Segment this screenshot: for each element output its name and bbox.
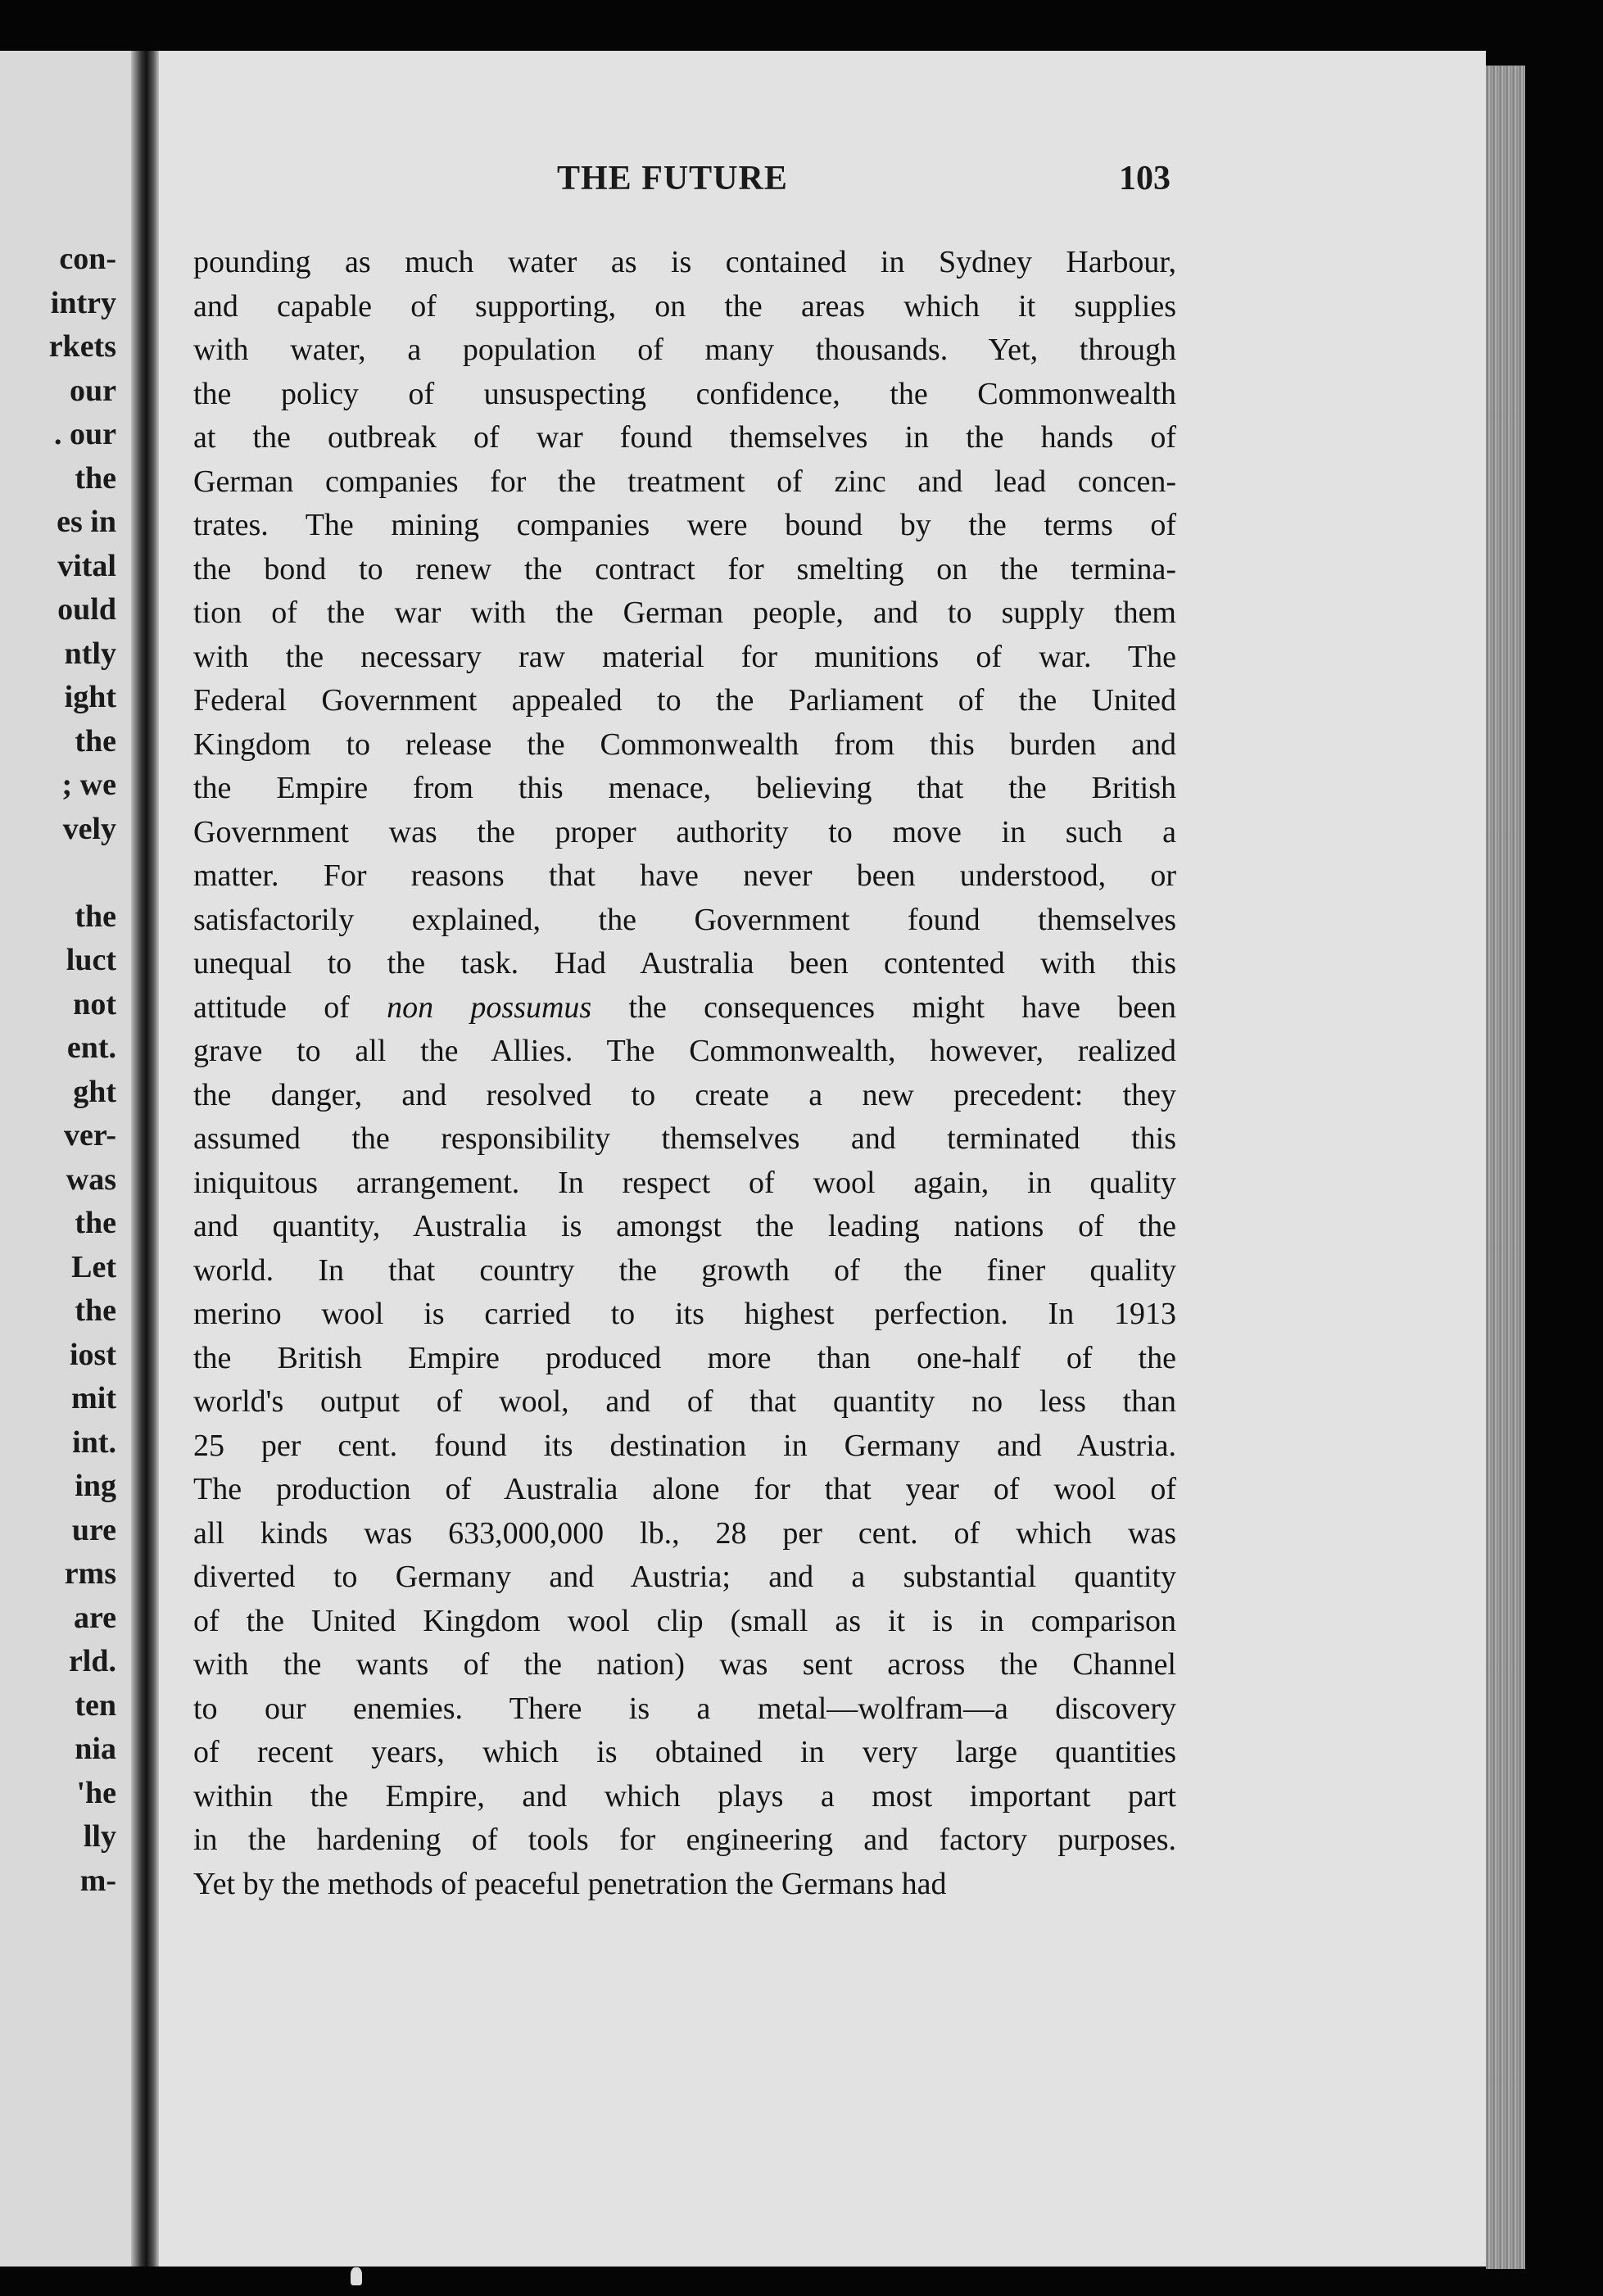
facing-page-fragment: ; we [61,768,116,802]
facing-page-fragment: ver- [64,1118,116,1153]
text-line: and capable of supporting, on the areas which it supplies [193,288,1176,324]
text-line: satisfactorily explained, the Government found themselves [193,902,1176,937]
facing-page-fragment: nia [75,1732,116,1766]
text-line: grave to all the Allies. The Commonwealth, however, realized [193,1034,1176,1068]
text-line: German companies for the treatment of zinc and lead concen- [193,464,1176,499]
facing-page-fragment: our [70,373,116,408]
facing-page-text-fragments [49,238,116,1903]
text-line: Government was the proper authority to move in such a [193,814,1176,849]
facing-page-fragment: int. [72,1424,116,1460]
facing-page-fragment: rkets [48,329,116,364]
facing-page-fragment: 'he [76,1775,116,1810]
facing-page-fragment: the [75,1206,116,1240]
scan-mark [351,2267,362,2285]
text-line: Federal Government appealed to the Parliament of the United [193,683,1176,718]
text-line: iniquitous arrangement. In respect of wool again, in quality [193,1165,1176,1200]
text-line: within the Empire, and which plays a most important part [193,1778,1176,1814]
text-line: merino wool is carried to its highest perfection. In 1913 [193,1297,1176,1331]
page-number: 103 [1119,160,1171,197]
facing-page-fragment: ure [71,1512,116,1547]
body-text [193,241,1176,1906]
facing-page-fragment: vely [62,811,116,846]
facing-page-fragment: con- [59,242,116,276]
text-line: of the United Kingdom wool clip (small as it is in comparison [193,1603,1176,1638]
text-line: with the wants of the nation) was sent across the Channel [193,1647,1176,1682]
text-line: to our enemies. There is a metal—wolfram—a discovery [193,1691,1176,1726]
facing-page-fragment: Let [71,1249,116,1284]
text-line: diverted to Germany and Austria; and a substantial quantity [193,1560,1176,1594]
facing-page-fragment: lly [83,1819,116,1854]
facing-page-fragment [49,851,116,895]
facing-page-fragment: ntly [64,636,116,671]
facing-page-fragment: ight [64,680,116,714]
text-line: world's output of wool, and of that quantity no less than [193,1384,1176,1419]
running-head [159,159,1486,208]
running-title: THE FUTURE [557,160,788,197]
facing-page-fragment: intry [50,285,116,320]
text-line: with the necessary raw material for munitions of war. The [193,639,1176,674]
text-line: of recent years, which is obtained in very large quantities [193,1735,1176,1769]
facing-page-fragment: the [75,460,116,496]
text-line: pounding as much water as is contained in Sydney Harbour, [193,245,1176,279]
facing-page-fragment: rld. [68,1644,116,1678]
text-line: the danger, and resolved to create a new precedent: they [193,1077,1176,1112]
facing-page-fragment: the [75,1293,116,1328]
facing-page-fragment: not [73,986,116,1021]
text-line: the British Empire produced more than one-half of the [193,1340,1176,1375]
text-line: and quantity, Australia is amongst the leading nations of the [193,1209,1176,1243]
facing-page-fragment: the [75,723,116,759]
facing-page-fragment: . our [54,417,116,451]
text-line: the policy of unsuspecting confidence, the Commonwealth [193,376,1176,411]
facing-page-fragment: luct [66,943,116,977]
text-line: tion of the war with the German people, and to supply them [193,596,1176,630]
text-line: Kingdom to release the Commonwealth from this burden and [193,727,1176,762]
facing-page-fragment: ing [75,1469,116,1503]
facing-page-fragment: ght [73,1074,116,1109]
facing-page-fragment: iost [70,1337,116,1372]
text-line: in the hardening of tools for engineering and factory purposes. [193,1823,1176,1857]
text-line: The production of Australia alone for that year of wool of [193,1472,1176,1506]
text-line: the bond to renew the contract for smelting on the termina- [193,551,1176,586]
text-line: 25 per cent. found its destination in Germany and Austria. [193,1428,1176,1463]
facing-page-fragment: m- [79,1863,116,1898]
book-gutter [131,51,159,2267]
facing-page-fragment: ent. [66,1030,116,1065]
facing-page-fragment: vital [57,548,116,583]
text-line: assumed the responsibility themselves and terminated this [193,1121,1176,1156]
text-line: attitude of non possumus the consequences might have been [193,989,1176,1025]
text-line: trates. The mining companies were bound by the terms of [193,508,1176,542]
text-line: all kinds was 633,000,000 lb., 28 per cent. of which was [193,1515,1176,1551]
text-line: Yet by the methods of peaceful penetration the Germans had [193,1866,947,1901]
facing-page-fragment: the [75,899,116,934]
facing-page [0,51,131,2267]
text-line: at the outbreak of war found themselves in the hands of [193,420,1176,455]
facing-page-fragment: ten [75,1687,116,1723]
page-edge-strip [1486,66,1525,2269]
facing-page-fragment: ould [57,592,116,627]
facing-page-fragment: was [66,1162,116,1197]
text-line: unequal to the task. Had Australia been contented with this [193,946,1176,980]
text-line: the Empire from this menace, believing that the British [193,771,1176,805]
text-line: with water, a population of many thousands. Yet, through [193,333,1176,367]
text-line: world. In that country the growth of the finer quality [193,1252,1176,1288]
facing-page-fragment: es in [57,505,116,539]
book-page [159,51,1486,2267]
text-line: matter. For reasons that have never been understood, or [193,858,1176,893]
facing-page-fragment: rms [64,1556,116,1591]
italic-phrase: non possumus [387,989,592,1025]
facing-page-fragment: are [73,1600,116,1635]
facing-page-fragment: mit [71,1381,116,1415]
